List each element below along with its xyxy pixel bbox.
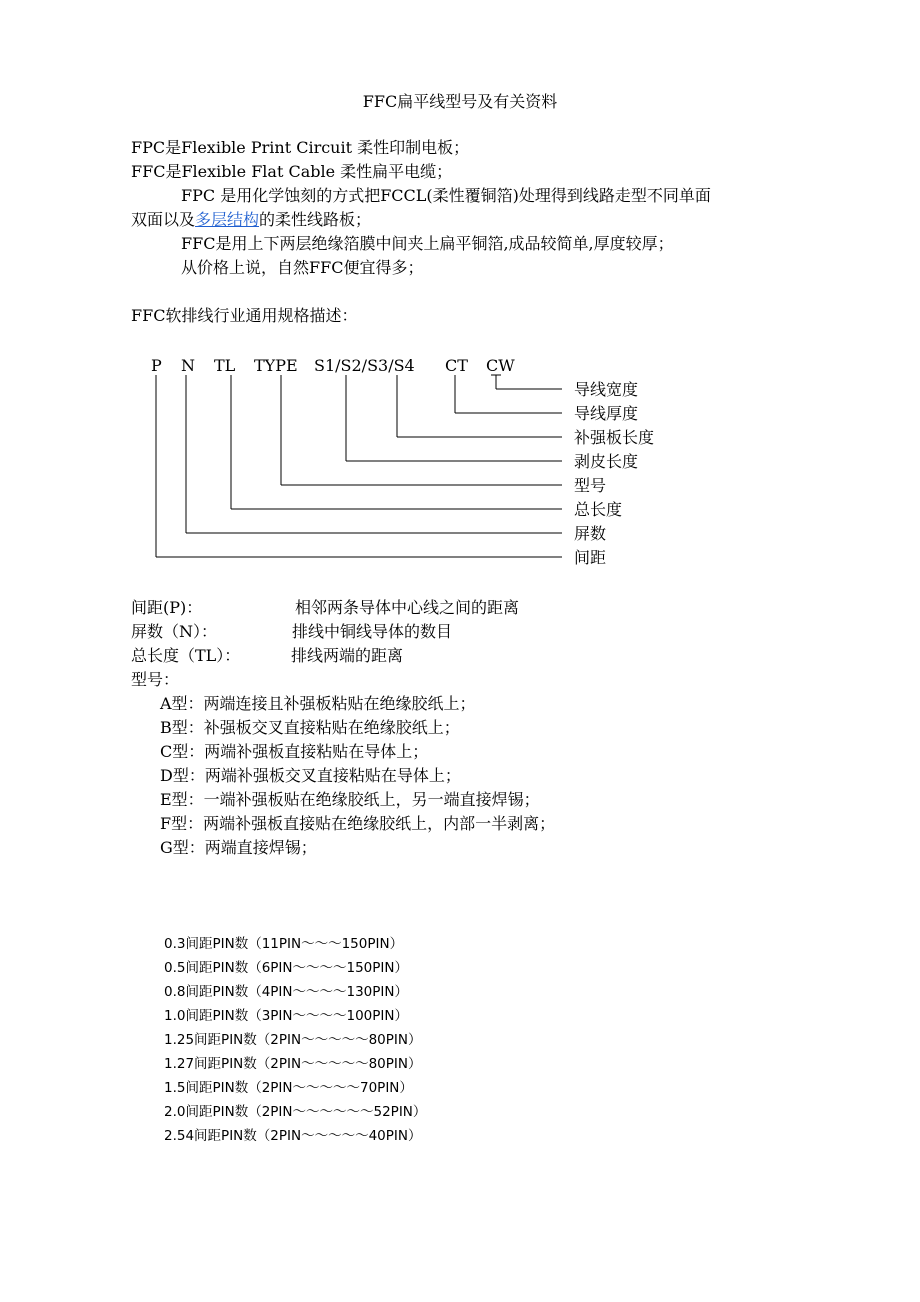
fpc-description-line-1: FPC 是用化学蚀刻的方式把FCCL(柔性覆铜箔)处理得到线路走型不同单面 bbox=[181, 186, 711, 205]
pin-spec-1-5: 1.5间距PIN数（2PIN～～～～～70PIN） bbox=[164, 1080, 413, 1096]
label-total-length: 总长度 bbox=[574, 500, 623, 519]
fpc-description-suffix: 的柔性线路板； bbox=[259, 210, 372, 229]
label-strip-length: 剥皮长度 bbox=[574, 452, 639, 471]
pin-spec-1-27: 1.27间距PIN数（2PIN～～～～～80PIN） bbox=[164, 1056, 422, 1072]
fpc-description-line-2 bbox=[131, 210, 371, 230]
types-heading: 型号： bbox=[131, 670, 180, 689]
code-cw: CW bbox=[486, 356, 515, 375]
code-n: N bbox=[181, 356, 195, 375]
code-p: P bbox=[151, 356, 162, 375]
definition-desc-total-length: 排线两端的距离 bbox=[291, 646, 404, 665]
spec-code-diagram bbox=[0, 340, 920, 580]
pin-spec-1-0: 1.0间距PIN数（3PIN～～～～100PIN） bbox=[164, 1008, 408, 1024]
label-pitch: 间距 bbox=[574, 548, 607, 567]
definition-desc-pin-count: 排线中铜线导体的数目 bbox=[292, 622, 453, 641]
pin-spec-0-8: 0.8间距PIN数（4PIN～～～～130PIN） bbox=[164, 984, 408, 1000]
type-c: C型：两端补强板直接粘贴在导体上； bbox=[160, 742, 429, 761]
code-tl: TL bbox=[214, 356, 236, 375]
code-type: TYPE bbox=[254, 356, 298, 375]
multilayer-structure-link[interactable]: 多层结构 bbox=[195, 210, 260, 229]
pin-spec-1-25: 1.25间距PIN数（2PIN～～～～～80PIN） bbox=[164, 1032, 422, 1048]
definition-term-pitch: 间距(P)： bbox=[131, 598, 203, 617]
type-a: A型：两端连接且补强板粘贴在绝缘胶纸上； bbox=[160, 694, 476, 713]
pin-spec-0-5: 0.5间距PIN数（6PIN～～～～150PIN） bbox=[164, 960, 408, 976]
pin-spec-0-3: 0.3间距PIN数（11PIN～～～150PIN） bbox=[164, 936, 404, 952]
type-b: B型：补强板交叉直接粘贴在绝缘胶纸上； bbox=[160, 718, 460, 737]
price-note: 从价格上说，自然FFC便宜得多； bbox=[181, 258, 424, 277]
type-g: G型：两端直接焊锡； bbox=[160, 838, 317, 857]
label-wire-thickness: 导线厚度 bbox=[574, 404, 639, 423]
fpc-description-prefix: 双面以及 bbox=[131, 210, 196, 229]
pin-spec-2-54: 2.54间距PIN数（2PIN～～～～～40PIN） bbox=[164, 1128, 422, 1144]
spec-heading: FFC软排线行业通用规格描述： bbox=[131, 306, 358, 325]
ffc-definition: FFC是Flexible Flat Cable 柔性扁平电缆； bbox=[131, 162, 453, 181]
document-title: FFC扁平线型号及有关资料 bbox=[362, 92, 558, 111]
definition-desc-pitch: 相邻两条导体中心线之间的距离 bbox=[295, 598, 520, 617]
ffc-description: FFC是用上下两层绝缘箔膜中间夹上扁平铜箔,成品较简单,厚度较厚； bbox=[181, 234, 674, 253]
type-f: F型：两端补强板直接贴在绝缘胶纸上，内部一半剥离； bbox=[160, 814, 556, 833]
code-ct: CT bbox=[445, 356, 468, 375]
label-model-type: 型号 bbox=[574, 476, 607, 495]
definition-term-total-length: 总长度（TL）： bbox=[131, 646, 241, 665]
type-e: E型：一端补强板贴在绝缘胶纸上，另一端直接焊锡； bbox=[160, 790, 540, 809]
label-wire-width: 导线宽度 bbox=[574, 380, 639, 399]
fpc-definition: FPC是Flexible Print Circuit 柔性印制电板； bbox=[131, 138, 470, 157]
code-s1-s4: S1/S2/S3/S4 bbox=[314, 356, 415, 375]
label-pin-count: 屏数 bbox=[574, 524, 607, 543]
type-d: D型：两端补强板交叉直接粘贴在导体上； bbox=[160, 766, 461, 785]
definition-term-pin-count: 屏数（N）： bbox=[131, 622, 218, 641]
pin-spec-2-0: 2.0间距PIN数（2PIN～～～～～～52PIN） bbox=[164, 1104, 427, 1120]
label-stiffener-length: 补强板长度 bbox=[574, 428, 655, 447]
